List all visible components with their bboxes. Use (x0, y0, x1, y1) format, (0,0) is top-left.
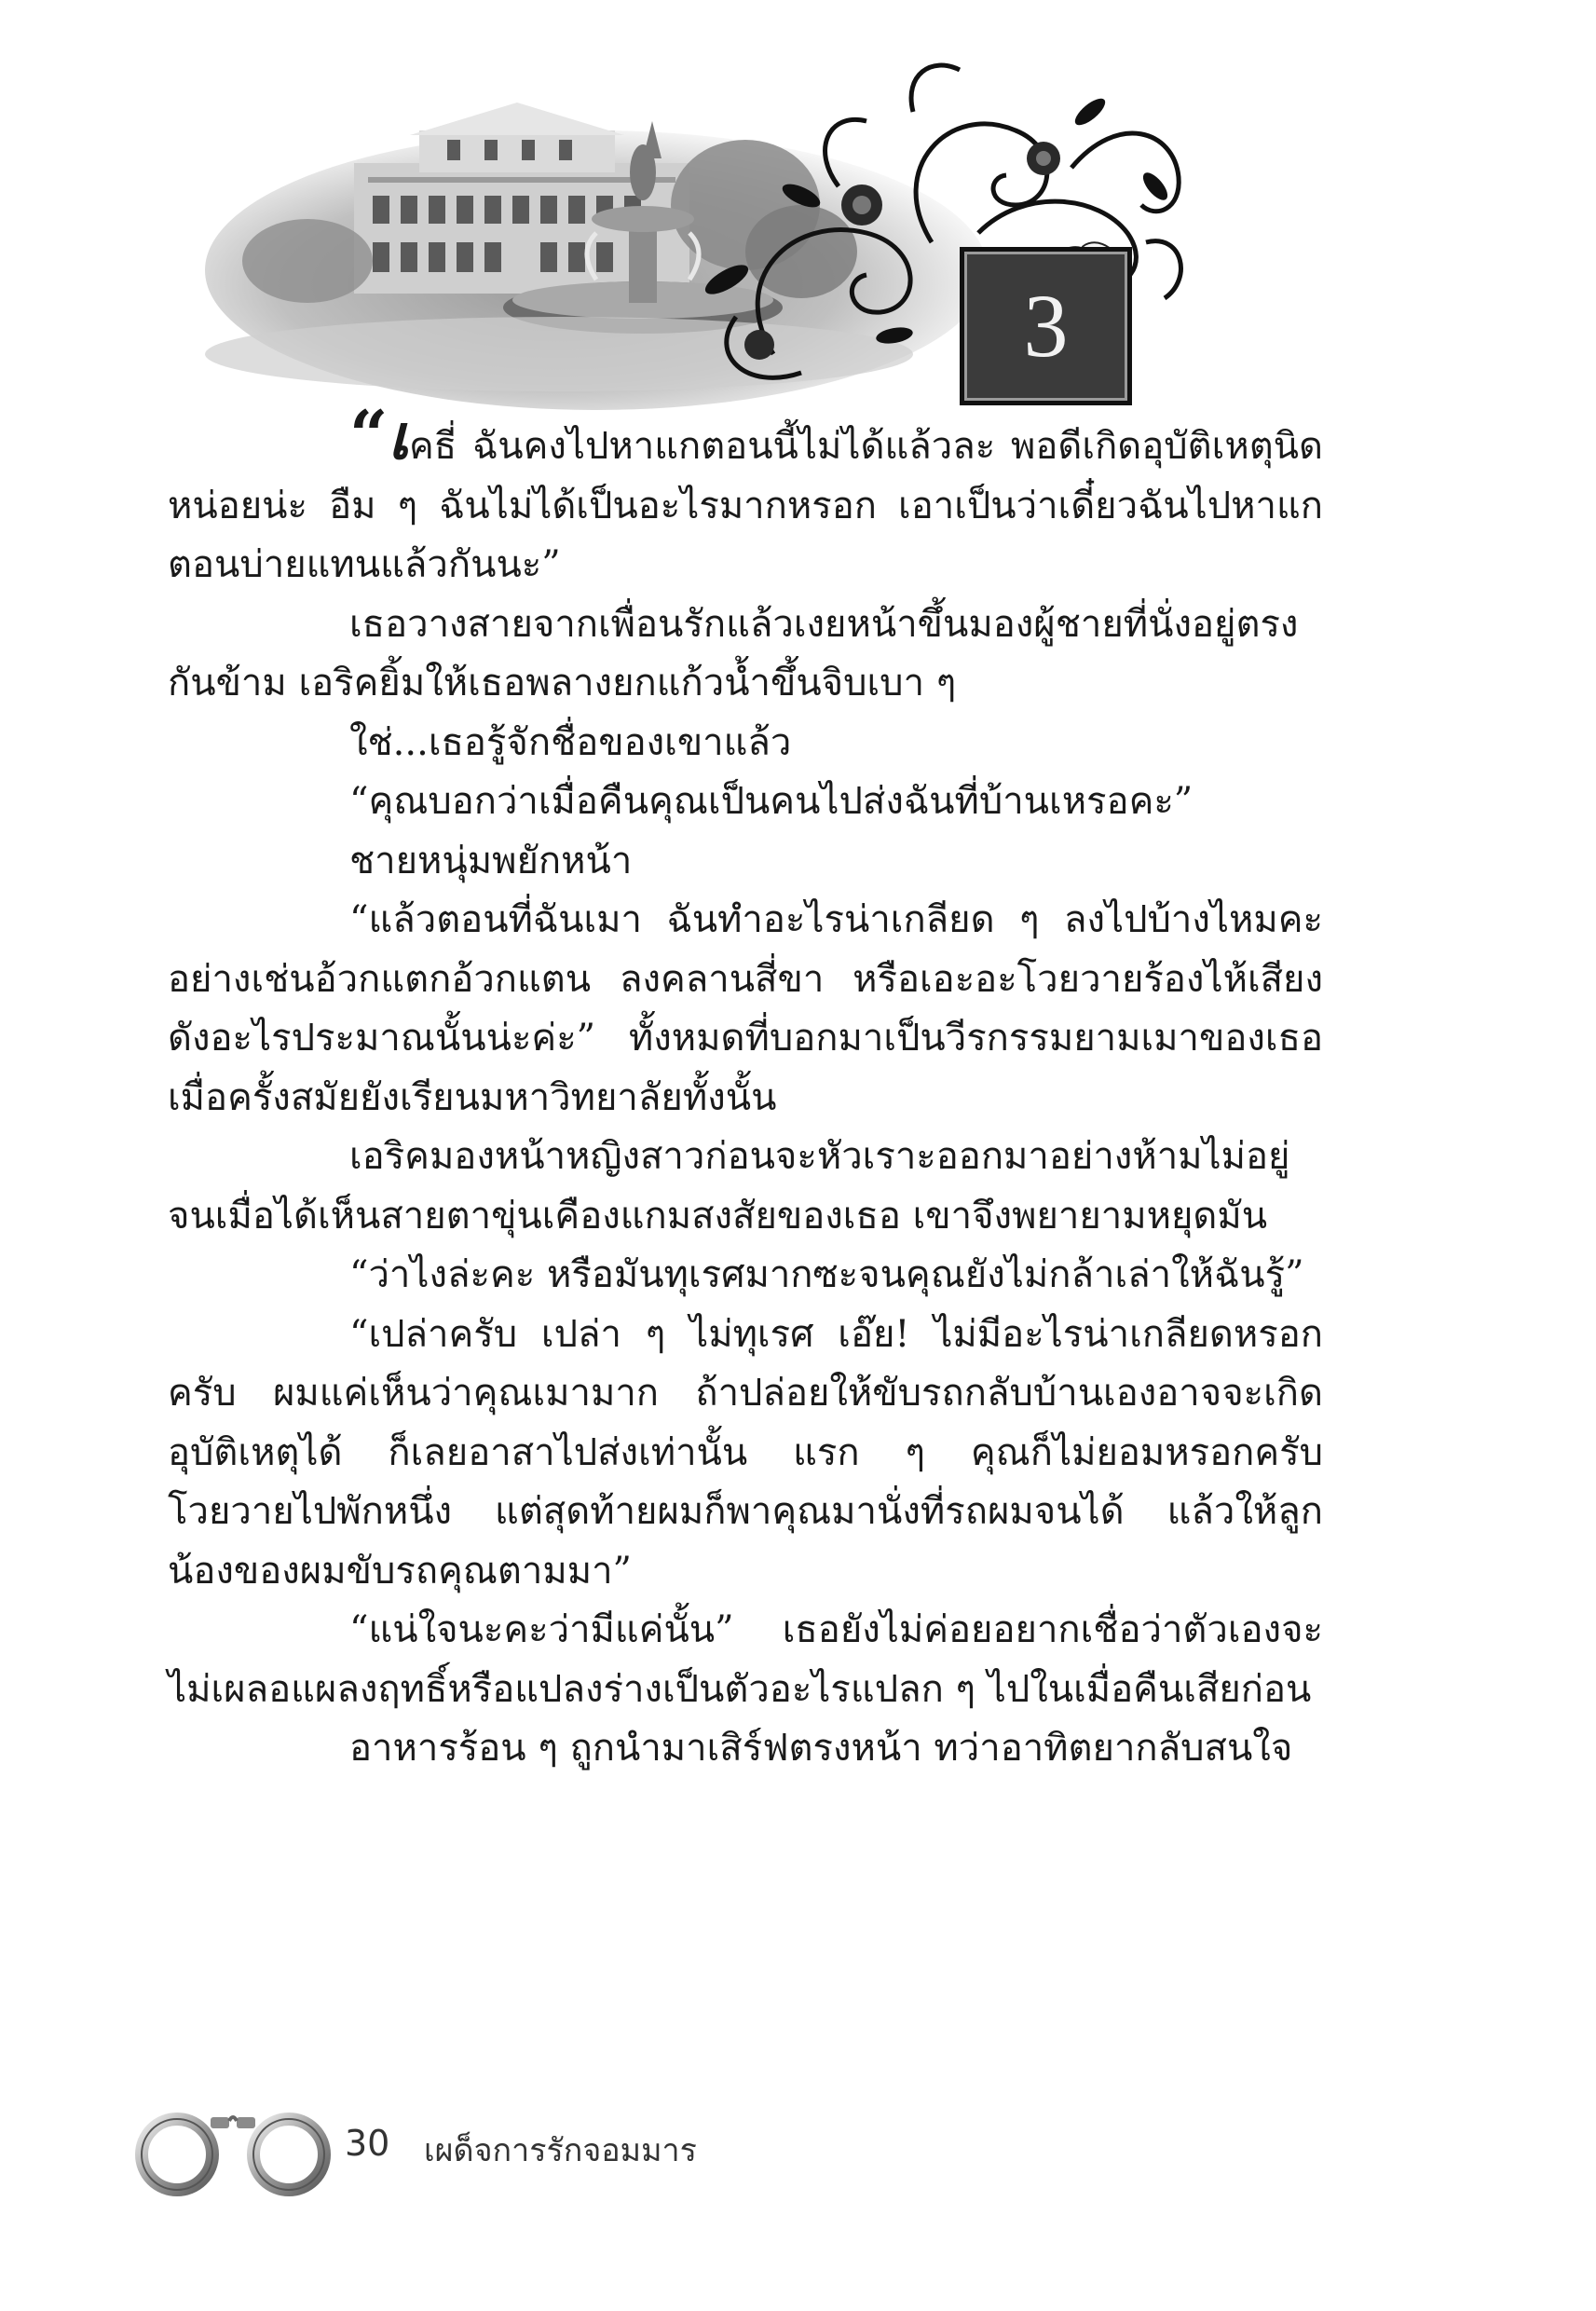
paragraph-9: “เปล่าครับ เปล่า ๆ ไม่ทุเรศ เอ๊ย! ไม่มีอะไรน่าเกลียดหรอกครับ ผมแค่เห็นว่าคุณเมามาก ถ้าปล่อยให้ขับรถกลับบ้านเองอาจจะเกิดอุบัติเหตุได้ ก็เลยอาสาไปส่งเท่านั้น แรก ๆ คุณก็ไม่ยอมหรอกครับ โวยวายไปพักหนึ่ง แต่สุดท้ายผมก็พาคุณมานั่งที่รถผมจนได้ แล้วให้ลูกน้องของผมขับรถคุณตามมา” (168, 1312, 1323, 1593)
paragraph-3: ใช่...เธอรู้จักชื่อของเขาแล้ว (349, 720, 792, 764)
paragraph-8: “ว่าไงล่ะคะ หรือมันทุเรศมากซะจนคุณยังไม่กล้าเล่าให้ฉันรู้” (349, 1253, 1304, 1296)
header-illustration (0, 0, 1596, 429)
paragraph-4: “คุณบอกว่าเมื่อคืนคุณเป็นคนไปส่งฉันที่บ้านเหรอคะ” (349, 780, 1194, 823)
paragraph-1-text: คธี่ ฉันคงไปหาแกตอนนี้ไม่ได้แล้วละ พอดีเกิดอุบัติเหตุนิดหน่อยน่ะ อืม ๆ ฉันไม่ได้เป็นอะไรมากหรอก เอาเป็นว่าเดี๋ยวฉันไปหาแกตอนบ่ายแทนแล้วกันนะ” (168, 425, 1323, 586)
paragraph-6: “แล้วตอนที่ฉันเมา ฉันทำอะไรน่าเกลียด ๆ ลงไปบ้างไหมคะ อย่างเช่นอ้วกแตกอ้วกแตน ลงคลานสี่ขา หรือเอะอะโวยวายร้องไห้เสียงดังอะไรประมาณนั้นน่ะค่ะ” ทั้งหมดที่บอกมาเป็นวีรกรรมยามเมาของเธอเมื่อครั้งสมัยยังเรียนมหาวิทยาลัยทั้งนั้น (168, 898, 1323, 1119)
drop-cap: เ (388, 401, 409, 473)
mansion-fountain-illustration (205, 103, 913, 391)
chapter-number-box (960, 247, 1132, 405)
page-footer (121, 2097, 866, 2199)
paragraph-7: เอริคมองหน้าหญิงสาวก่อนจะหัวเราะออกมาอย่างห้ามไม่อยู่จนเมื่อได้เห็นสายตาขุ่นเคืองแกมสงสัยของเธอ เขาจึงพยายามหยุดมัน (168, 1135, 1290, 1238)
paragraph-11: อาหารร้อน ๆ ถูกนำมาเสิร์ฟตรงหน้า ทว่าอาทิตยากลับสนใจ (349, 1727, 1293, 1770)
page-number: 30 (345, 2123, 390, 2164)
book-title: เผด็จการรักจอมมาร (424, 2132, 697, 2169)
opening-quote: “ (349, 395, 389, 474)
paragraph-5: ชายหนุ่มพยักหน้า (349, 839, 633, 882)
paragraph-1 (168, 395, 1323, 595)
handcuffs-icon (121, 2097, 354, 2199)
chapter-body (168, 395, 1323, 1779)
paragraph-10: “แน่ใจนะคะว่ามีแค่นั้น” เธอยังไม่ค่อยอยากเชื่อว่าตัวเองจะไม่เผลอแผลงฤทธิ์หรือแปลงร่างเป็นตัวอะไรแปลก ๆ ไปในเมื่อคืนเสียก่อน (168, 1608, 1323, 1711)
chapter-number: 3 (1023, 276, 1069, 376)
paragraph-2: เธอวางสายจากเพื่อนรักแล้วเงยหน้าขึ้นมองผู้ชายที่นั่งอยู่ตรงกันข้าม เอริคยิ้มให้เธอพลางยกแก้วน้ำขึ้นจิบเบา ๆ (168, 602, 1299, 704)
